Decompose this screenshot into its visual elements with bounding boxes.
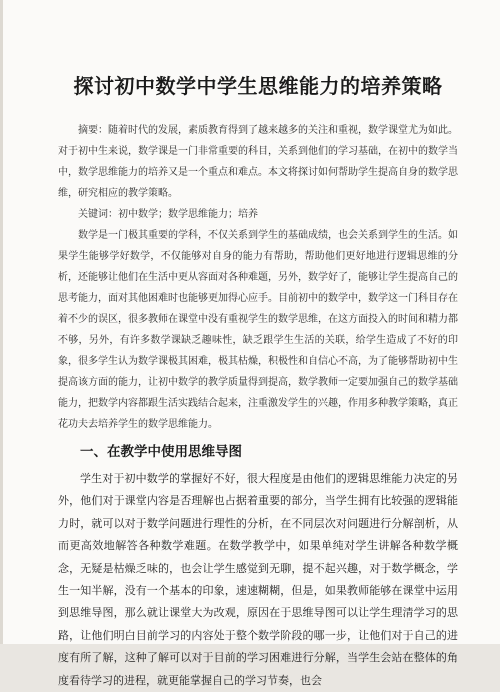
document-title: 探讨初中数学中学生思维能力的培养策略 — [73, 74, 443, 98]
abstract-paragraph: 摘要：随着时代的发展，素质教育得到了越来越多的关注和重视，数学课堂尤为如此。对于初中生来说，数学课是一门非常重要的科目，关系到他们的学习基础，在初中的数学当中，数学思维能力的培养又是一个重点和难点。本文将探讨如何帮助学生提高自身的数学思维，研究相应的教学策略。 — [58, 125, 458, 199]
keywords-line: 关键词：初中数学；数学思维能力；培养 — [78, 209, 258, 220]
page-edge — [0, 0, 3, 644]
intro-paragraph: 数学是一门极其重要的学科，不仅关系到学生的基础成绩，也会关系到学生的生活。如果学生能够学好数学，不仅能够对自身的能力有帮助，帮助他们更好地进行逻辑思维的分析，还能够让他们在生活中更从容面对各种难题，另外，数学好了，能够让学生提高自己的思考能力，面对其他困难时也能够更加得心应手。目前初中的数学中，数学这一门科目存在着不少的误区，很多教师在课堂中没有重视学生的数学思维，在这方面投入的时间和精力都不够，另外，有许多数学课缺乏趣味性，缺乏跟学生生活的关联，给学生造成了不好的印象，很多学生认为数学课极其困难，极其枯燥，积极性和自信心不高，为了能够帮助初中生提高该方面的能力，让初中数学的教学质量得到提高，数学教师一定要加强自己的数学基础能力，把数学内容都跟生活实践结合起来，注重激发学生的兴趣，作用多种教学策略，真正花功夫去培养学生的数学思维能力。 — [58, 230, 458, 430]
section-heading: 一、在教学中使用思维导图 — [80, 444, 242, 460]
section-paragraph: 学生对于初中数学的掌握好不好，很大程度是由他们的逻辑思维能力决定的另外，他们对于课堂内容是否理解也占据着重要的部分，当学生拥有比较强的逻辑能力时，就可以对于数学问题进行理性的分析，在不同层次对问题进行分解剖析，从而更高效地解答各种数学难题。在数学教学中，如果单纯对学生讲解各种数学概念，无疑是枯燥乏味的，也会让学生感觉到无聊，提不起兴趣，对于数学概念，学生一知半解，没有一个基本的印象，速速糊糊，但是，如果教师能够在课堂中运用到思维导图，那么就让课堂大为改观，原因在于思维导图可以让学生理清学习的思路，让他们明白目前学习的内容处于整个数学阶段的哪一步，让他们对于自己的进度有所了解，这种了解可以对于目前的学习困难进行分解，当学生会站在整体的角度看待学习的进程，就更能掌握自己的学习节奏，也会 — [58, 472, 458, 687]
